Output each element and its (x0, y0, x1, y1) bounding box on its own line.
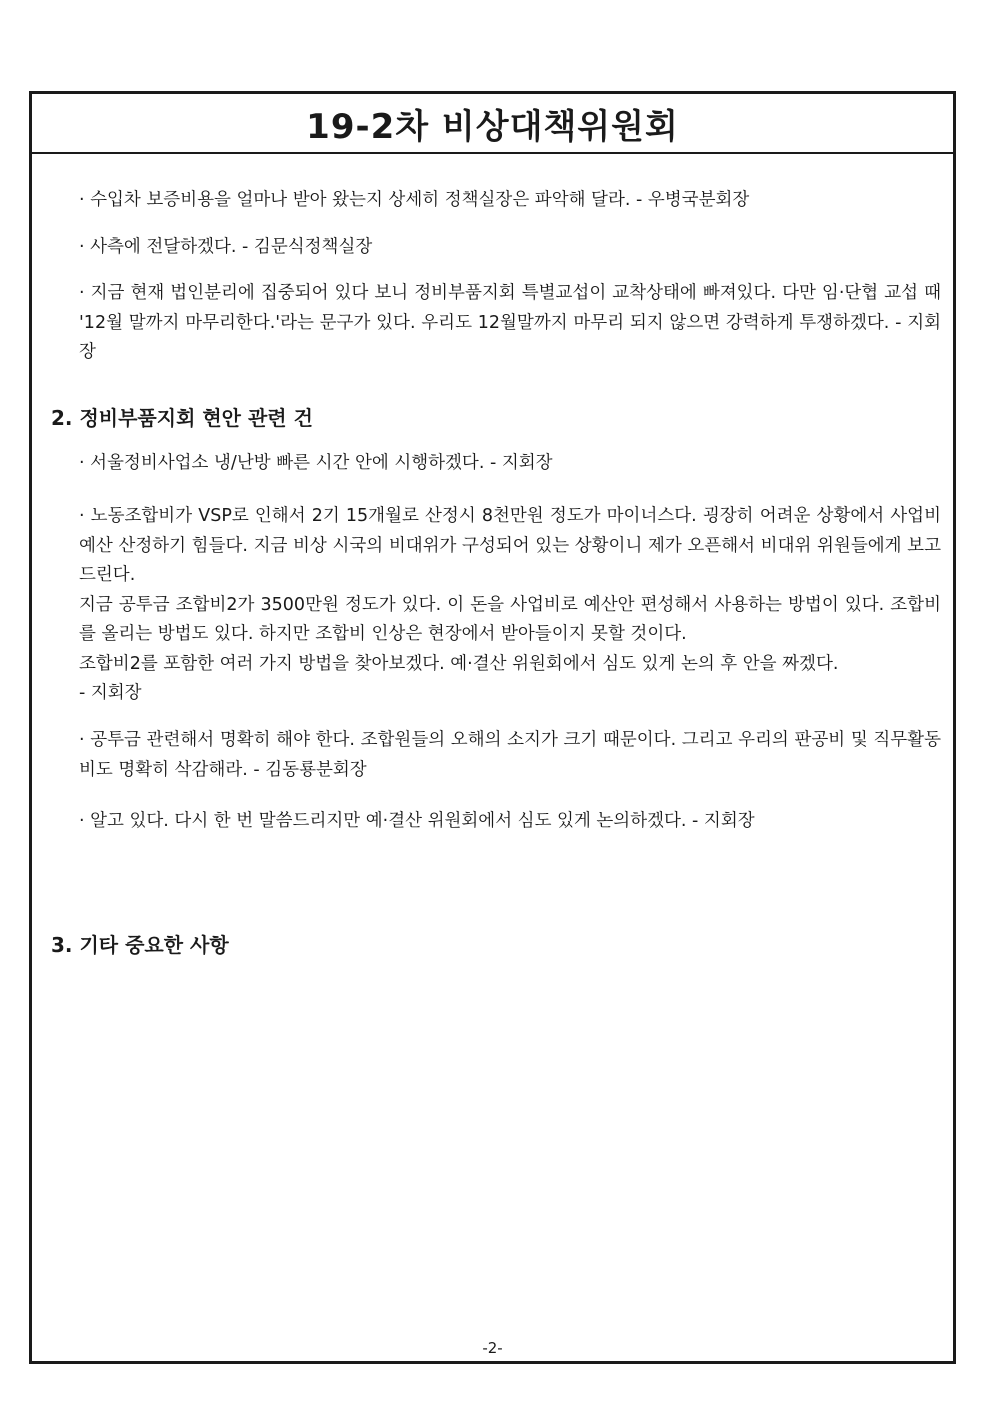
union-fee-line-3: 조합비2를 포함한 여러 가지 방법을 찾아보겠다. 예·결산 위원회에서 심도 있게 논의 후 안을 짜겠다. (79, 653, 839, 674)
paragraph-heating: · 서울정비사업소 냉/난방 빠른 시간 안에 시행하겠다. - 지회장 (79, 453, 553, 473)
union-fee-line-2: 지금 공투금 조합비2가 3500만원 정도가 있다. 이 돈을 사업비로 예산안 편성해서 사용하는 방법이 있다. 조합비를 올리는 방법도 있다. 하지만 조합비 인상은 현장에서 받아들이지 못할 것이다. (79, 594, 941, 644)
document-frame (29, 91, 956, 1364)
paragraph-negotiation: · 지금 현재 법인분리에 집중되어 있다 보니 정비부품지회 특별교섭이 교착상태에 빠져있다. 다만 임·단협 교섭 때 '12월 말까지 마무리한다.'라는 문구가 있다. 우리도 12월말까지 마무리 되지 않으면 강력하게 투쟁하겠다. - 지회장 (79, 283, 941, 362)
paragraph-quality-cost: · 수입차 보증비용을 얼마나 받아 왔는지 상세히 정책실장은 파악해 달라. - 우병국분회장 (79, 190, 750, 210)
section-heading-3: 3. 기타 중요한 사항 (51, 933, 229, 957)
title-bar (32, 94, 953, 154)
union-fee-line-1: · 노동조합비가 VSP로 인해서 2기 15개월로 산정시 8천만원 정도가 마이너스다. 굉장히 어려운 상황에서 사업비 예산 산정하기 힘들다. 지금 비상 시국의 비대위가 구성되어 있는 상황이니 제가 오픈해서 비대위 위원들에게 보고 드린다. (79, 506, 941, 585)
paragraph-union-fee (79, 502, 941, 709)
page-title: 19-2차 비상대책위원회 (306, 106, 679, 147)
paragraph-joint-fund: · 공투금 관련해서 명확히 해야 한다. 조합원들의 오해의 소지가 크기 때문이다. 그리고 우리의 판공비 및 직무활동비도 명확히 삭감해라. - 김동룡분회장 (79, 730, 941, 780)
section-heading-2: 2. 정비부품지회 현안 관련 건 (51, 406, 313, 430)
paragraph-deliver: · 사측에 전달하겠다. - 김문식정책실장 (79, 237, 373, 257)
page-number: -2- (482, 1339, 503, 1357)
paragraph-acknowledge: · 알고 있다. 다시 한 번 말씀드리지만 예·결산 위원회에서 심도 있게 논의하겠다. - 지회장 (79, 811, 755, 831)
union-fee-speaker: - 지회장 (79, 683, 142, 703)
